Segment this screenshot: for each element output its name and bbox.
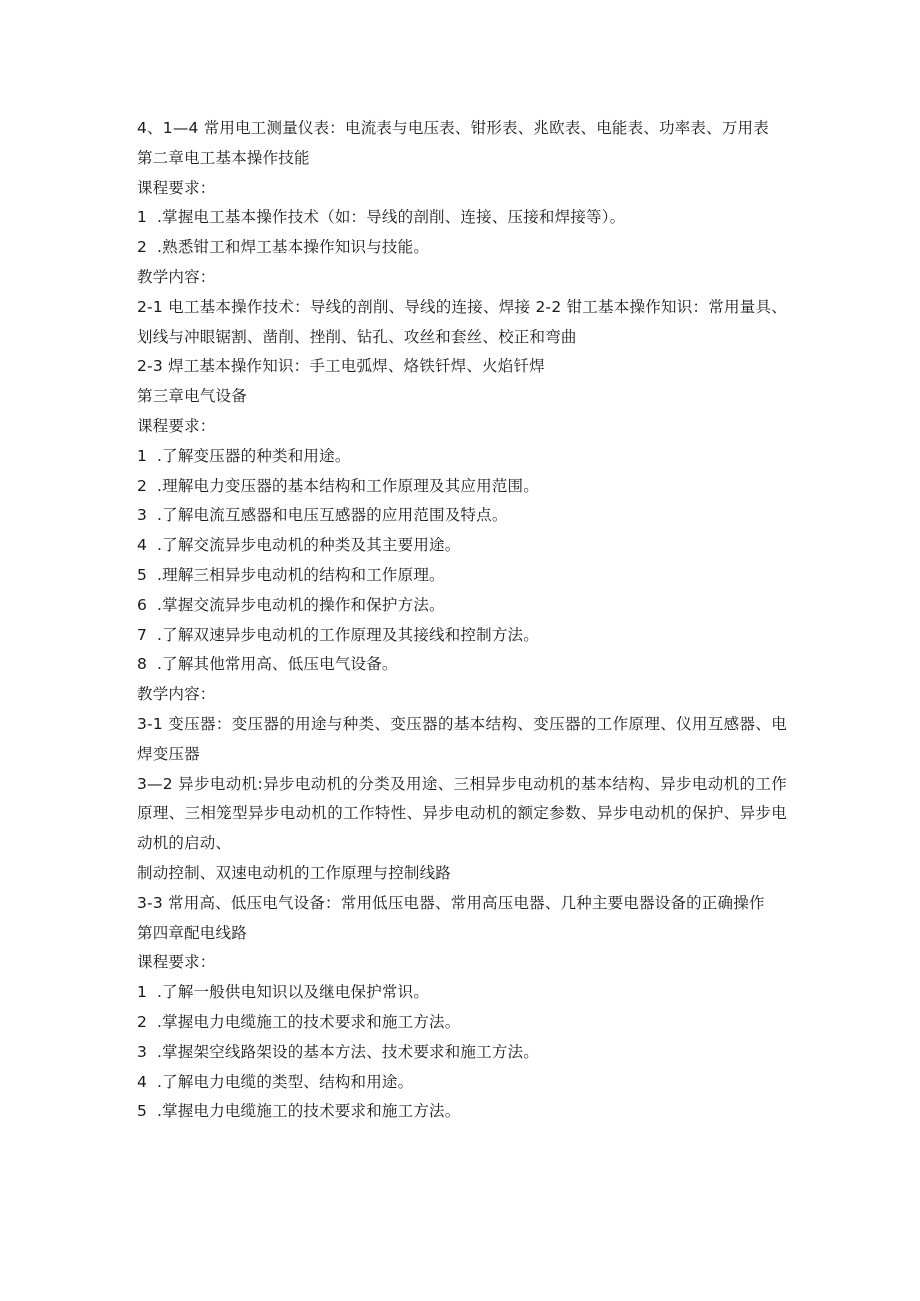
list-item <box>137 472 787 502</box>
chapter-heading: 第二章电工基本操作技能 <box>137 148 310 167</box>
list-item-number: 8 <box>137 655 148 674</box>
list-item-text: .掌握电工基本操作技术（如：导线的剖削、连接、压接和焊接等）。 <box>157 208 626 227</box>
list-item <box>137 591 787 621</box>
section-label: 教学内容： <box>137 267 216 286</box>
list-item-text: .了解交流异步电动机的种类及其主要用途。 <box>157 536 461 555</box>
paragraph: 2-1 电工基本操作技术：导线的剖削、导线的连接、焊接 2-2 钳工基本操作知识：常用量具、划线与冲眼锯割、凿削、挫削、钻孔、攻丝和套丝、校正和弯曲 <box>137 297 787 346</box>
list-item-number: 5 <box>137 1102 148 1121</box>
list-item-text: .了解一般供电知识以及继电保护常识。 <box>157 983 430 1002</box>
list-item <box>137 442 787 472</box>
paragraph: 制动控制、双速电动机的工作原理与控制线路 <box>137 863 452 882</box>
section-label: 课程要求： <box>137 953 216 972</box>
list-item-text: .了解电力电缆的类型、结构和用途。 <box>157 1072 414 1091</box>
list-item <box>137 1097 787 1127</box>
list-item <box>137 233 787 263</box>
list-item-number: 2 <box>137 476 148 495</box>
list-item <box>137 501 787 531</box>
list-item <box>137 650 787 680</box>
list-item-text: .掌握电力电缆施工的技术要求和施工方法。 <box>157 1012 461 1031</box>
list-item-text: .掌握交流异步电动机的操作和保护方法。 <box>157 595 445 614</box>
chapter-heading: 第四章配电线路 <box>137 923 247 942</box>
list-item-number: 1 <box>137 446 148 465</box>
list-item-number: 2 <box>137 1012 148 1031</box>
list-item-text: .了解变压器的种类和用途。 <box>157 446 351 465</box>
list-item <box>137 203 787 233</box>
list-item-text: .理解三相异步电动机的结构和工作原理。 <box>157 565 445 584</box>
list-item-number: 4 <box>137 1072 148 1091</box>
list-item-number: 7 <box>137 625 148 644</box>
list-item-number: 1 <box>137 208 148 227</box>
paragraph: 4、1—4 常用电工测量仪表：电流表与电压表、钳形表、兆欧表、电能表、功率表、万用表 <box>137 119 769 137</box>
list-item-text: .熟悉钳工和焊工基本操作知识与技能。 <box>157 238 430 257</box>
document-page <box>137 114 787 1127</box>
list-item <box>137 978 787 1008</box>
list-item-text: .了解其他常用高、低压电气设备。 <box>157 655 398 674</box>
chapter-heading: 第三章电气设备 <box>137 387 247 406</box>
list-item-text: .理解电力变压器的基本结构和工作原理及其应用范围。 <box>157 476 539 495</box>
list-item-text: .了解双速异步电动机的工作原理及其接线和控制方法。 <box>157 625 539 644</box>
paragraph: 3-3 常用高、低压电气设备：常用低压电器、常用高压电器、几种主要电器设备的正确操作 <box>137 893 765 912</box>
list-item <box>137 1038 787 1068</box>
list-item-number: 4 <box>137 536 148 555</box>
list-item-text: .掌握架空线路架设的基本方法、技术要求和施工方法。 <box>157 1042 539 1061</box>
paragraph: 2-3 焊工基本操作知识：手工电弧焊、烙铁钎焊、火焰钎焊 <box>137 357 545 376</box>
list-item-number: 2 <box>137 238 148 257</box>
list-item <box>137 531 787 561</box>
list-item-number: 1 <box>137 983 148 1002</box>
paragraph: 3—2 异步电动机:异步电动机的分类及用途、三相异步电动机的基本结构、异步电动机的工作原理、三相笼型异步电动机的工作特性、异步电动机的额定参数、异步电动机的保护、异步电动机的启动、 <box>137 774 787 853</box>
list-item-text: .了解电流互感器和电压互感器的应用范围及特点。 <box>157 506 508 525</box>
paragraph: 3-1 变压器：变压器的用途与种类、变压器的基本结构、变压器的工作原理、仪用互感器、电焊变压器 <box>137 714 787 763</box>
list-item <box>137 561 787 591</box>
list-item-number: 3 <box>137 1042 148 1061</box>
section-label: 教学内容： <box>137 685 216 704</box>
list-item <box>137 1008 787 1038</box>
list-item <box>137 621 787 651</box>
section-label: 课程要求： <box>137 416 216 435</box>
list-item-number: 6 <box>137 595 148 614</box>
list-item-text: .掌握电力电缆施工的技术要求和施工方法。 <box>157 1102 461 1121</box>
list-item-number: 5 <box>137 565 148 584</box>
list-item-number: 3 <box>137 506 148 525</box>
list-item <box>137 1068 787 1098</box>
section-label: 课程要求： <box>137 178 216 197</box>
